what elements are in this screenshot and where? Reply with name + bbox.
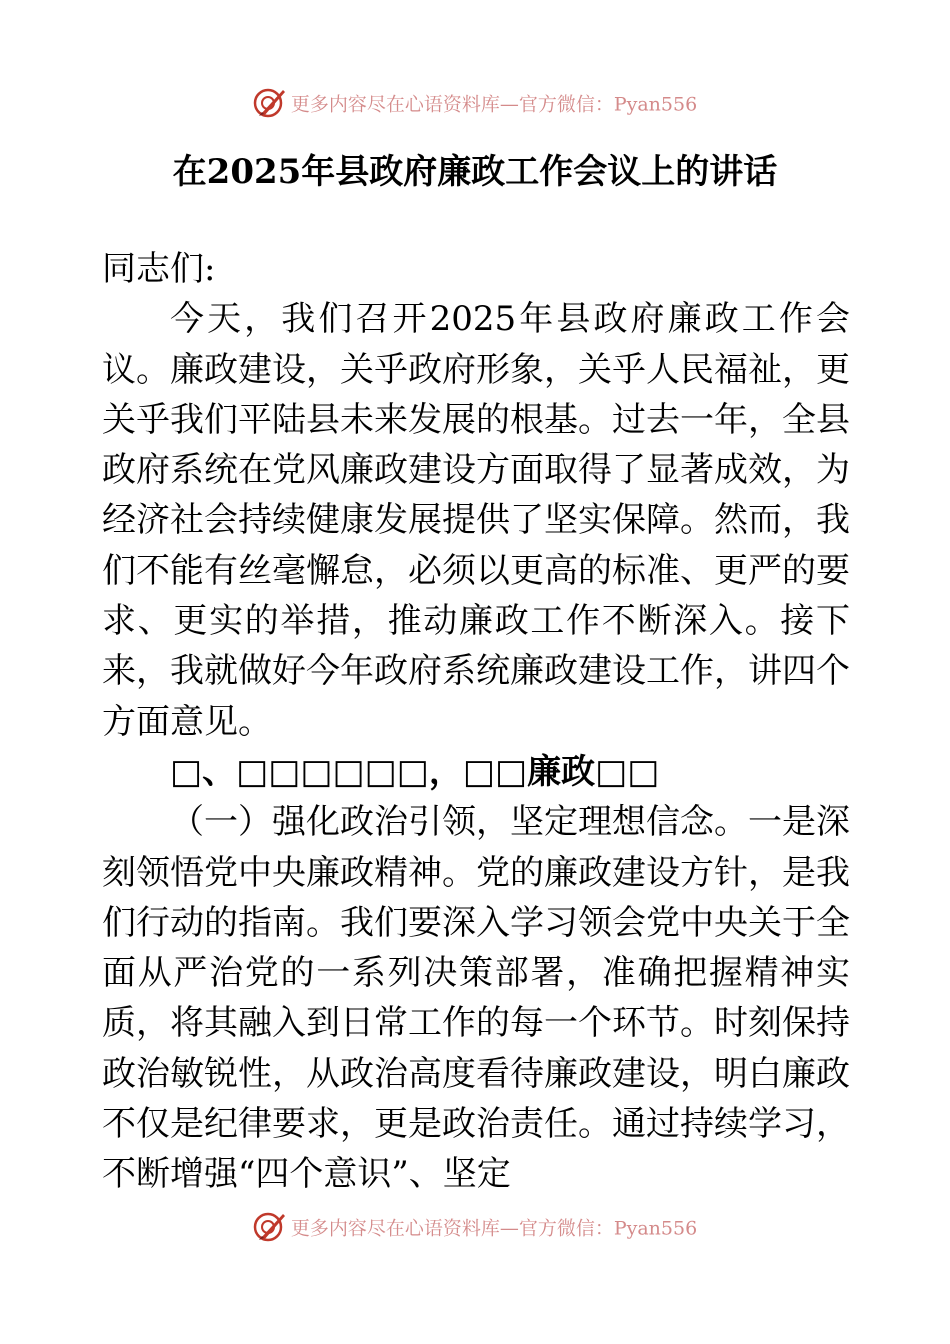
document-body — [102, 244, 850, 1200]
document-title: 在2025年县政府廉政工作会议上的讲话 — [172, 152, 778, 192]
intro-paragraph: 今天，我们召开2025年县政府廉政工作会议。廉政建设，关乎政府形象，关乎人民福祉，更关乎我们平陆县未来发展的根基。过去一年，全县政府系统在党风廉政建设方面取得了显著成效，为经济社会持续健康发展提供了坚实保障。然而，我们不能有丝毫懈怠，必须以更高的标准、更严的要求、更实的举措，推动廉政工作不断深入。接下来，我就做好今年政府系统廉政建设工作，讲四个方面意见。 — [102, 299, 850, 742]
brush-logo-icon — [253, 1210, 287, 1244]
watermark-text: 更多内容尽在心语资料库—官方微信：Pyan556 — [290, 93, 698, 116]
salutation: 同志们: — [102, 249, 216, 289]
watermark-footer — [0, 1210, 950, 1244]
watermark-header — [0, 86, 950, 120]
brush-logo-icon — [253, 86, 287, 120]
subsection-paragraph: （一）强化政治引领，坚定理想信念。一是深刻领悟党中央廉政精神。党的廉政建设方针，是我们行动的指南。我们要深入学习领会党中央关于全面从严治党的一系列决策部署，准确把握精神实质，将其融入到日常工作的每一个环节。时刻保持政治敏锐性，从政治高度看待廉政建设，明白廉政不仅是纪律要求，更是政治责任。通过持续学习，不断增强“四个意识”、坚定 — [102, 802, 850, 1195]
section-heading: □、□□□□□□，□□廉政□□ — [170, 751, 660, 792]
watermark-text: 更多内容尽在心语资料库—官方微信：Pyan556 — [290, 1217, 698, 1240]
